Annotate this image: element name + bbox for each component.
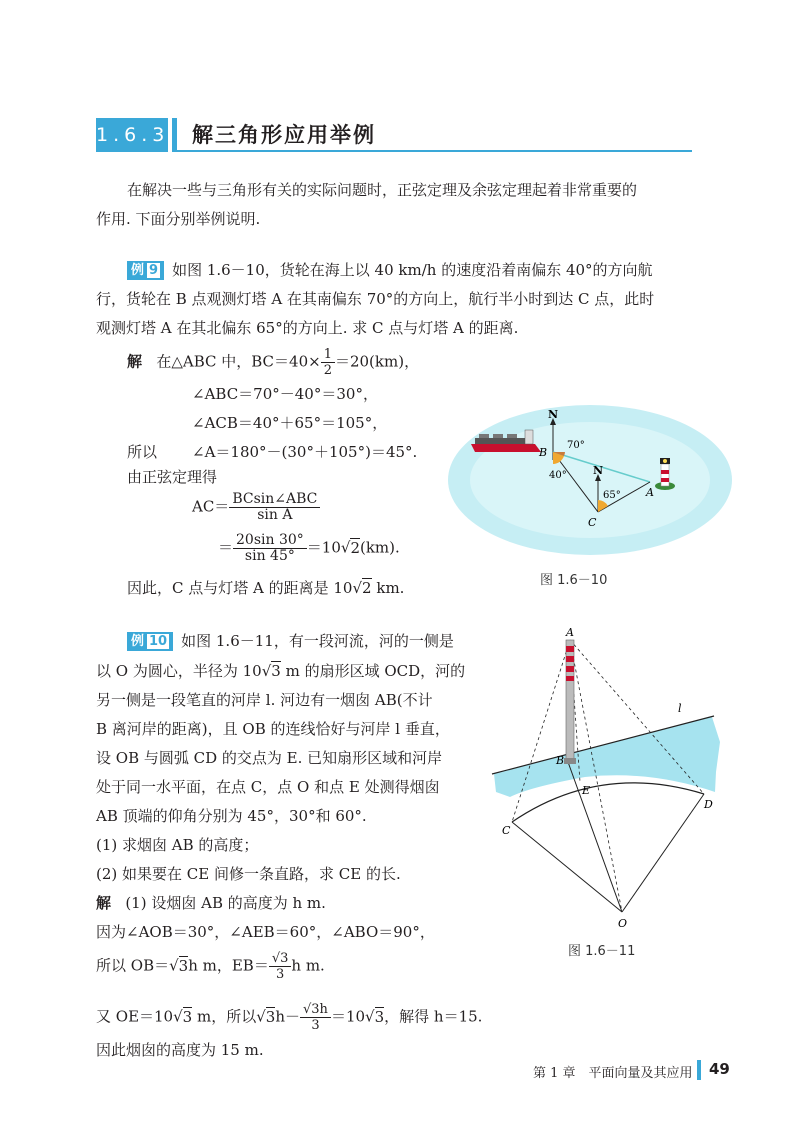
example-10-line-7: AB 顶端的仰角分别为 45°，30°和 60°.	[96, 807, 367, 825]
example-10-line-6: 处于同一水平面，在点 C，点 O 和点 E 处测得烟囱	[96, 778, 440, 796]
example-10-line-5: 设 OB 与圆弧 CD 的交点为 E. 已知扇形区域和河岸	[96, 749, 443, 767]
solution-9-line-4-label: 所以	[127, 443, 158, 461]
label-c: C	[588, 516, 597, 529]
sightline-ac	[512, 640, 570, 822]
chimney-icon	[564, 640, 576, 764]
example-10-conclusion: 因此烟囱的高度为 15 m.	[96, 1041, 264, 1059]
section-title: 解三角形应用举例	[192, 123, 376, 147]
solution-9-line-1: 解 在△ABC 中，BC＝40× $\frac{1}{2}$ ＝20(km)，	[127, 347, 420, 378]
solution-10-line-2: 因为∠AOB＝30°，∠AEB＝60°，∠ABO＝90°，	[96, 923, 435, 941]
label-a: A	[566, 626, 574, 639]
radius-od	[622, 794, 704, 912]
example-9-line-3: 观测灯塔 A 在其北偏东 65°的方向上. 求 C 点与灯塔 A 的距离.	[96, 319, 519, 337]
solution-10-line-1: 解 (1) 设烟囱 AB 的高度为 h m.	[96, 894, 326, 912]
arc-cd	[512, 783, 704, 822]
example-10-line-4: B 离河岸的距离)，且 OB 的连线恰好与河岸 l 垂直，	[96, 720, 450, 738]
footer-divider	[697, 1060, 701, 1080]
figure-1-6-10	[445, 400, 735, 560]
label-c: C	[502, 824, 511, 837]
example-9-line-1: 例 9 如图 1.6－10，货轮在海上以 40 km/h 的速度沿着南偏东 40°的方向航	[127, 256, 653, 285]
label-a: A	[646, 486, 654, 499]
example-10-line-1: 例 10 如图 1.6－11，有一段河流，河的一侧是	[127, 627, 454, 656]
example-10-tag: 例 10	[127, 632, 173, 651]
example-9-line-2: 行，货轮在 B 点观测灯塔 A 在其南偏东 70°的方向上，航行半小时到达 C 点，此时	[96, 290, 655, 308]
intro-line-2: 作用. 下面分别举例说明.	[96, 210, 261, 228]
example-9-conclusion: 因此，C 点与灯塔 A 的距离是 10√2 km.	[127, 579, 405, 597]
label-n1: N	[548, 408, 559, 421]
solution-9-line-3: ∠ACB＝40°＋65°＝105°，	[192, 414, 388, 432]
solution-9-line-2: ∠ABC＝70°－40°＝30°，	[192, 385, 378, 403]
example-10-question-2: (2) 如果要在 CE 间修一条直路，求 CE 的长.	[96, 865, 401, 883]
label-e: E	[582, 784, 591, 797]
example-10-line-2: 以 O 为圆心，半径为 10√3 m 的扇形区域 OCD，河的	[96, 662, 466, 680]
example-10-question-1: (1) 求烟囱 AB 的高度；	[96, 836, 259, 854]
label-l: l	[678, 702, 682, 715]
label-65: 65°	[603, 490, 621, 501]
label-70: 70°	[567, 440, 585, 451]
solution-10-line-3: 所以 OB＝√3h m，EB＝ $\frac{√3}{3}$ h m.	[96, 951, 325, 982]
solution-9-line-4: ∠A＝180°－(30°＋105°)＝45°.	[192, 443, 418, 461]
section-divider	[172, 118, 177, 152]
label-o: O	[618, 917, 628, 930]
example-9-tag: 例 9	[127, 261, 164, 280]
solution-9-line-5: 由正弦定理得	[127, 468, 218, 486]
label-b: B	[539, 446, 548, 459]
footer-chapter: 第 1 章 平面向量及其应用	[533, 1066, 693, 1081]
section-number: 1.6.3	[96, 118, 168, 152]
figure-1-6-10-caption: 图 1.6－10	[540, 573, 608, 588]
intro-line-1: 在解决一些与三角形有关的实际问题时，正弦定理及余弦定理起着非常重要的	[127, 181, 638, 199]
figure-1-6-11	[490, 622, 730, 932]
figure-1-6-11-caption: 图 1.6－11	[568, 944, 636, 959]
label-n2: N	[593, 464, 604, 477]
label-40: 40°	[549, 470, 567, 481]
example-10-line-3: 另一侧是一段笔直的河岸 l. 河边有一烟囱 AB(不计	[96, 691, 433, 709]
equation-ac: AC＝ $\frac{\text{BCsin∠ABC}}{\text{sin A}}$	[192, 492, 320, 523]
section-rule	[172, 150, 692, 152]
label-d: D	[704, 798, 713, 811]
label-b: B	[556, 754, 565, 767]
equation-ac-value: ＝ $\frac{20\sin 30^\circ}{\sin 45^\circ}$ ＝10√2(km).	[218, 532, 400, 564]
page-number: 49	[709, 1060, 730, 1078]
solution-10-line-4: 又 OE＝10√3 m，所以√3h－ $\frac{√3h}{3}$ ＝10√3，解得 h＝15.	[96, 1002, 483, 1033]
